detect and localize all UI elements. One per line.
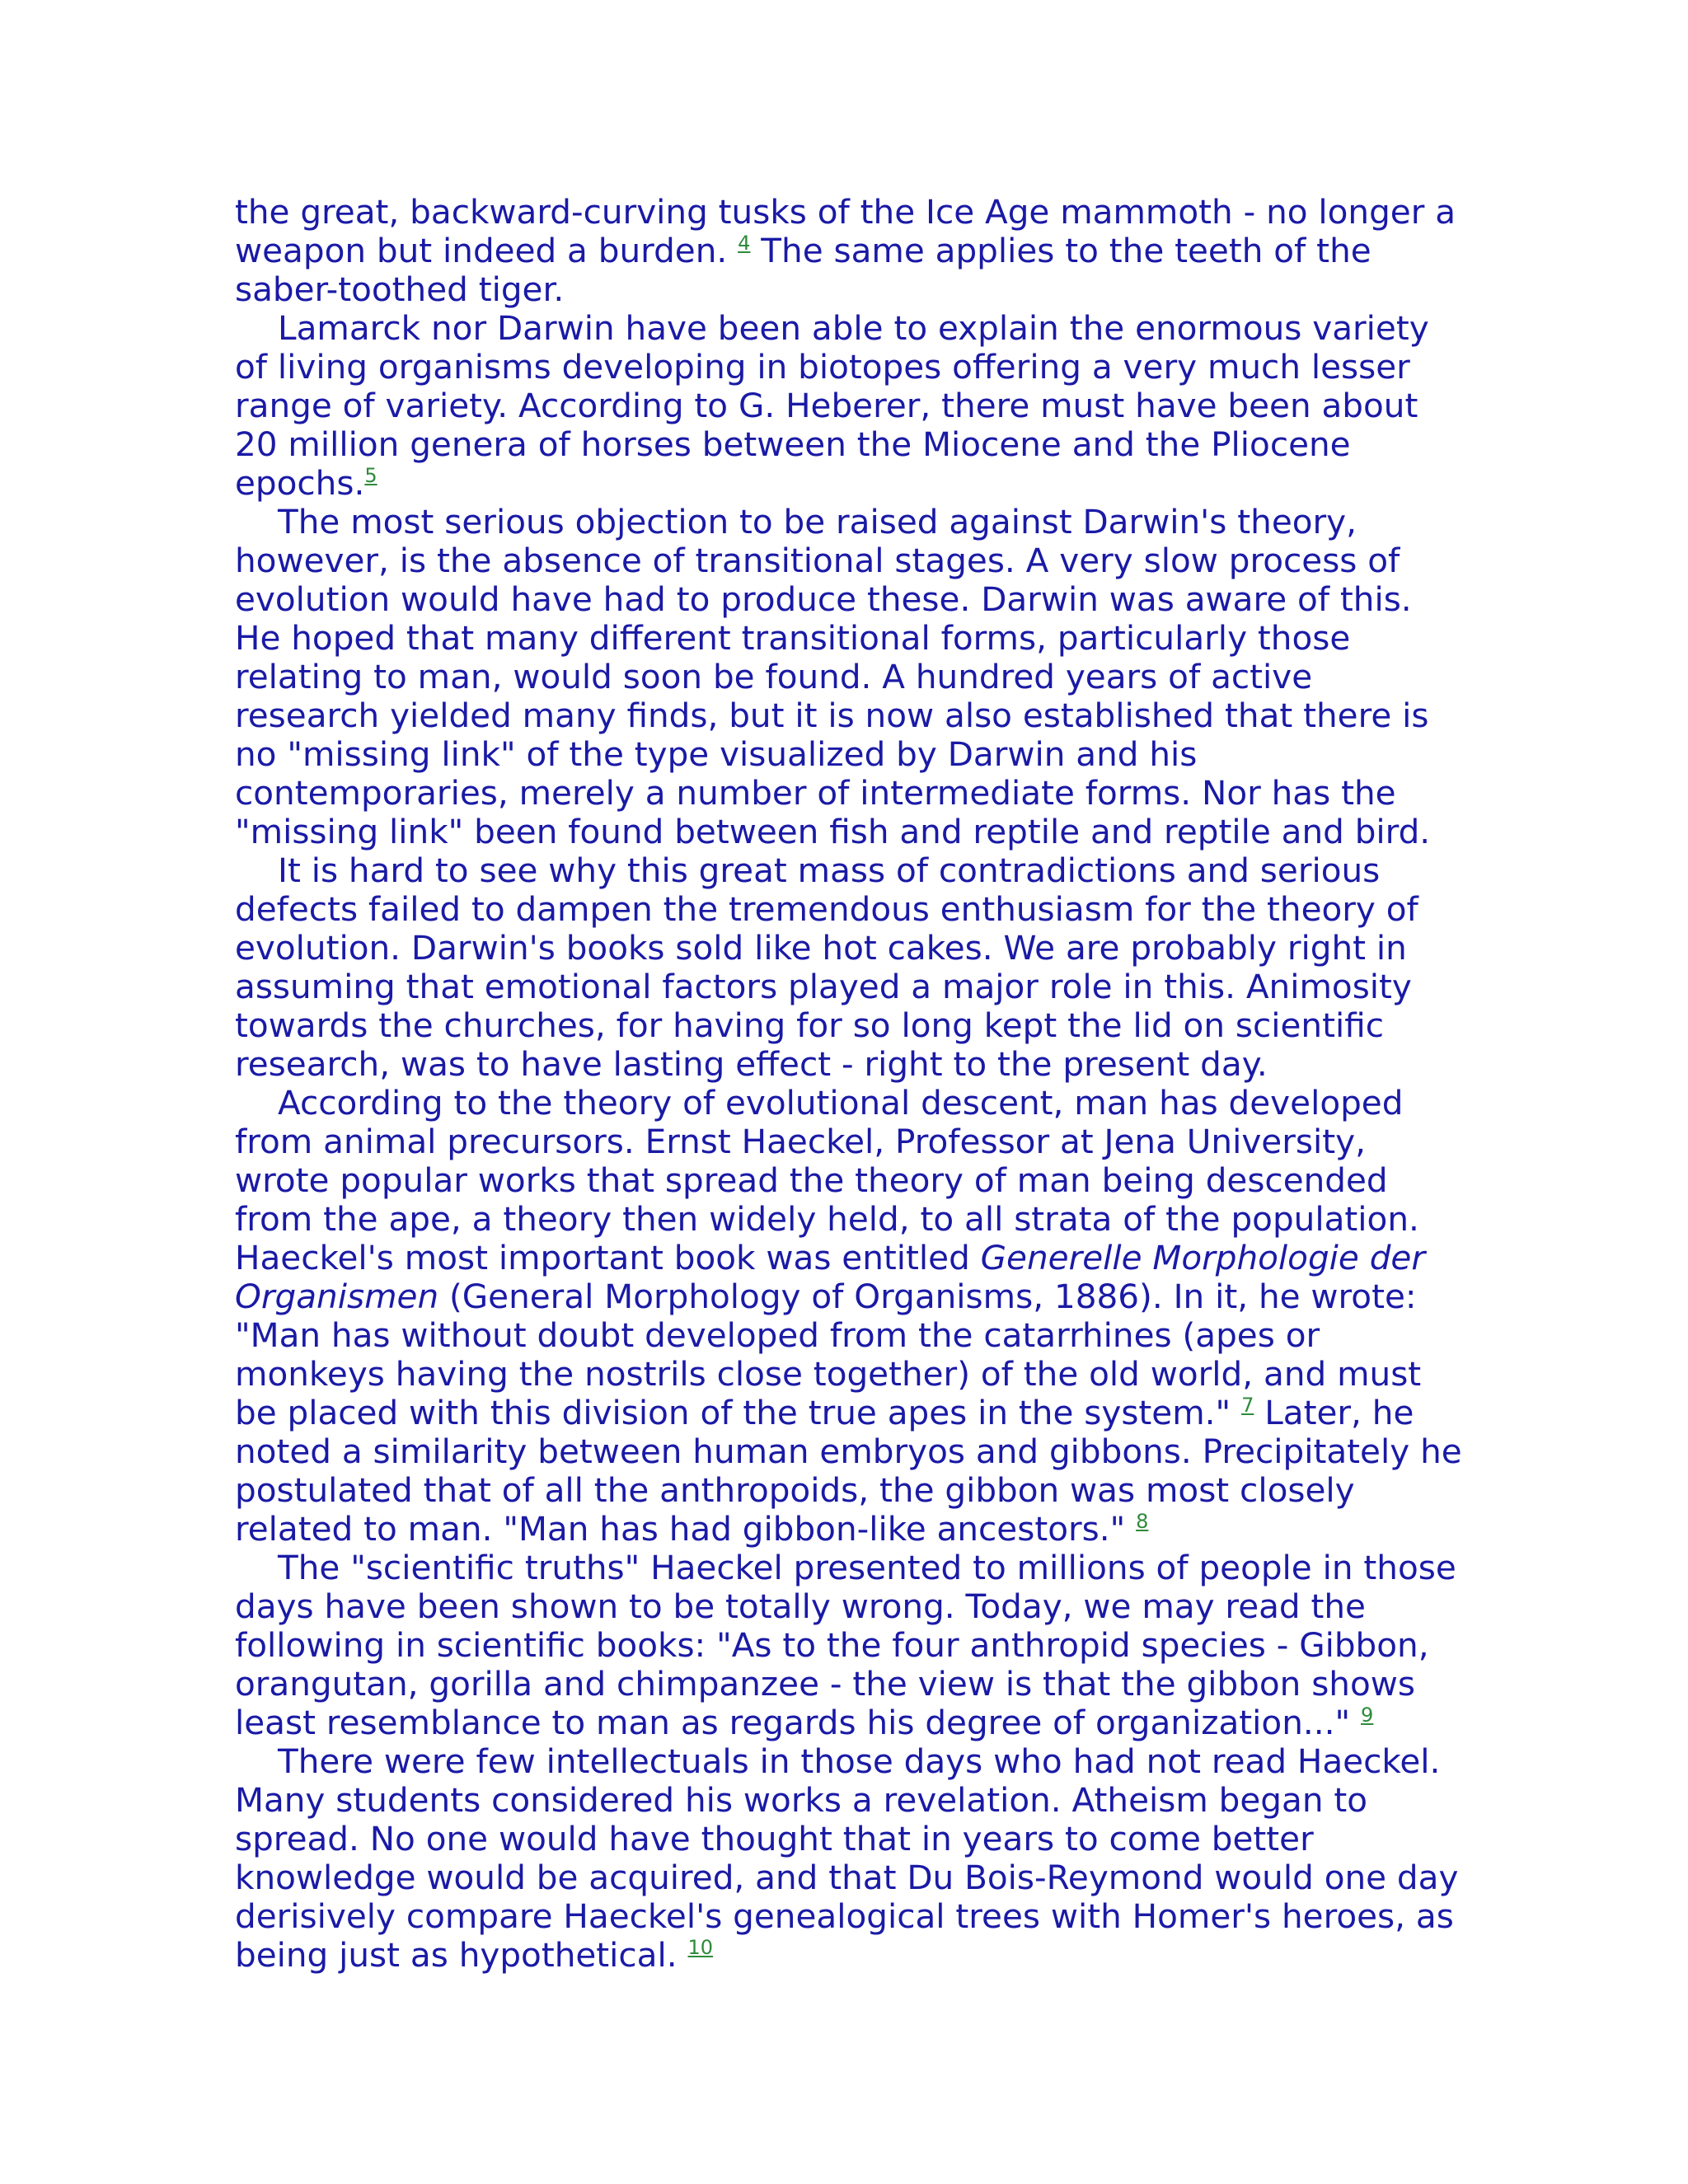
footnote-link[interactable]: 5 <box>364 464 377 487</box>
paragraph-text: The same applies to the teeth of the saber-toothed tiger. <box>235 231 1372 309</box>
paragraph <box>235 503 1471 851</box>
footnote-link[interactable]: 7 <box>1241 1394 1254 1417</box>
paragraph <box>235 851 1471 1084</box>
paragraph-text: According to the theory of evolutional descent, man has developed from animal precursors. Ernst Haeckel, Professor at Jena University, wrote popular works that spread the theory of man being descended from the ape, a theory then widely held, to all strata of the population. Haeckel's most important book was entitled <box>235 1083 1419 1277</box>
document-page <box>235 193 1471 1975</box>
paragraph <box>235 193 1471 309</box>
footnote-link[interactable]: 4 <box>738 232 751 255</box>
paragraph-text: There were few intellectuals in those days who had not read Haeckel. Many students considered his works a revelation. Atheism began to spread. No one would have thought that in years to come better knowledge would be acquired, and that Du Bois-Reymond would one day derisively compare Haeckel's genealogical trees with Homer's heroes, as being just as hypothetical. <box>235 1741 1459 1975</box>
paragraph <box>235 309 1471 503</box>
paragraph-text: (General Morphology of Organisms, 1886). In it, he wrote: "Man has without doubt developed from the catarrhines (apes or monkeys having the nostrils close together) of the old world, and must be placed with this division of the true apes in the system." <box>235 1277 1422 1432</box>
footnote-link[interactable]: 8 <box>1136 1510 1149 1533</box>
paragraph-text: Lamarck nor Darwin have been able to explain the enormous variety of living organisms developing in biotopes offering a very much lesser range of variety. According to G. Heberer, there must have been about 20 million genera of horses between the Miocene and the Pliocene epochs. <box>235 308 1429 503</box>
paragraph-text: Later, he noted a similarity between human embryos and gibbons. Precipitately he postulated that of all the anthropoids, the gibbon was most closely related to man. "Man has had gibbon-like ancestors." <box>235 1393 1462 1549</box>
paragraph-text: The most serious objection to be raised against Darwin's theory, however, is the absence of transitional stages. A very slow process of evolution would have had to produce these. Darwin was aware of this. He hoped that many different transitional forms, particularly those relating to man, would soon be found. A hundred years of active research yielded many finds, but it is now also established that there is no "missing link" of the type visualized by Darwin and his contemporaries, merely a number of intermediate forms. Nor has the "missing link" been found between fish and reptile and reptile and bird. <box>235 502 1431 851</box>
footnote-link[interactable]: 9 <box>1361 1704 1374 1727</box>
footnote-link[interactable]: 10 <box>687 1936 714 1959</box>
paragraph <box>235 1084 1471 1549</box>
paragraph <box>235 1549 1471 1742</box>
book-title: Generelle Morphologie der Organismen <box>235 1238 1425 1316</box>
paragraph-text: the great, backward-curving tusks of the Ice Age mammoth - no longer a weapon but indeed a burden. <box>235 192 1456 270</box>
paragraph <box>235 1742 1471 1975</box>
paragraph-text: It is hard to see why this great mass of contradictions and serious defects failed to dampen the tremendous enthusiasm for the theory of evolution. Darwin's books sold like hot cakes. We are probably right in assuming that emotional factors played a major role in this. Animosity towards the churches, for having for so long kept the lid on scientific research, was to have lasting effect - right to the present day. <box>235 851 1418 1084</box>
paragraph-text: The "scientific truths" Haeckel presented to millions of people in those days have been shown to be totally wrong. Today, we may read the following in scientific books: "As to the four anthropid species - Gibbon, orangutan, gorilla and chimpanzee - the view is that the gibbon shows least resemblance to man as regards his degree of organization..." <box>235 1548 1456 1742</box>
